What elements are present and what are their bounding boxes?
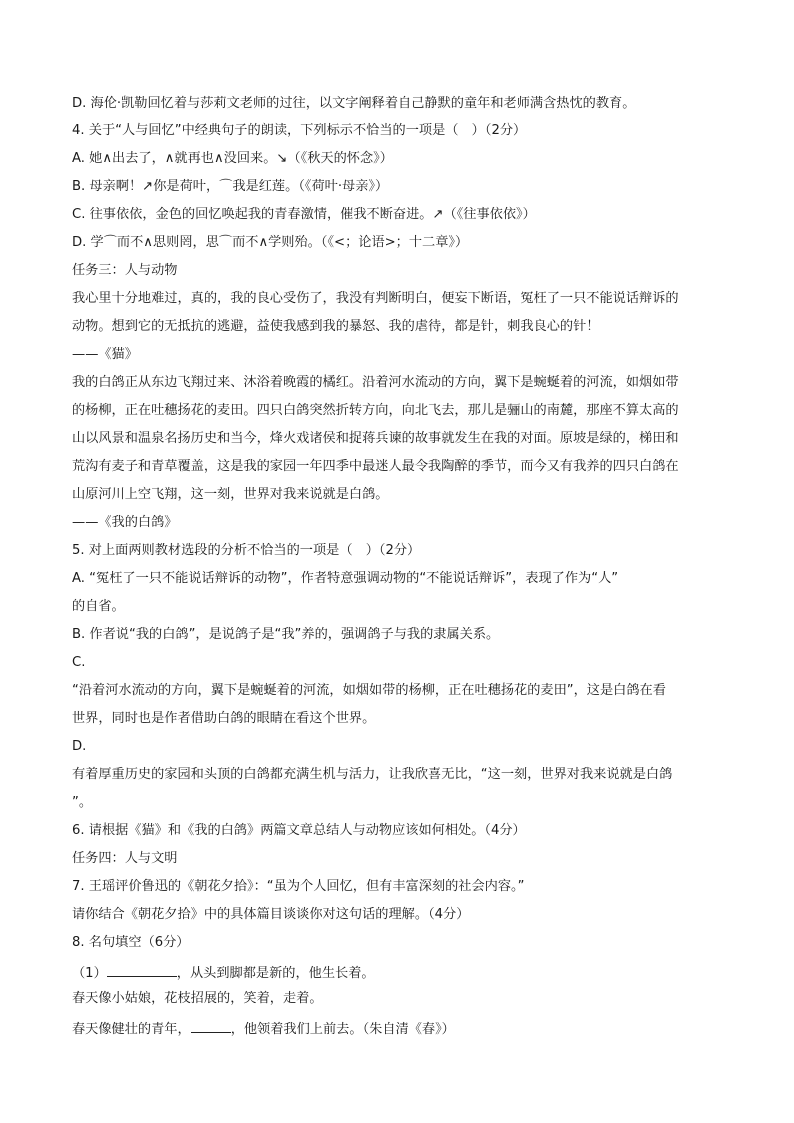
text-line: D. 海伦·凯勒回忆着与莎莉文老师的过往，以文字阐释着自己静默的童年和老师满含热忱的教育。 [72, 96, 636, 111]
passage-source: ——《我的白鸽》 [72, 515, 178, 530]
passage-line: 荒沟有麦子和青草覆盖，这是我的家园一年四季中最迷人最令我陶醉的季节，而今又有我养的四只白鸽在 [72, 459, 679, 474]
option-d: D. 学⌒而不∧思则罔，思⌒而不∧学则殆。（《<；论语>；十二章》） [72, 235, 469, 250]
fill-text: ，从头到脚都是新的，他生长着。 [176, 966, 375, 981]
passage-line: 我的白鸽正从东边飞翔过来、沐浴着晚霞的橘红。沿着河水流动的方向，翼下是蜿蜒着的河流，如烟如带 [72, 375, 679, 390]
fill-line-3 [72, 1018, 455, 1039]
fill-line-2: 春天像小姑娘，花枝招展的，笑着，走着。 [72, 991, 323, 1006]
option-b: B. 母亲啊！↗你是荷叶，⌒我是红莲。（《荷叶·母亲》） [72, 179, 389, 194]
answer-blank[interactable] [191, 1018, 231, 1033]
option-d-cont: ”。 [72, 795, 93, 810]
question-8: 8. 名句填空（6分） [72, 935, 190, 950]
question-7-cont: 请你结合《朝花夕拾》中的具体篇目谈谈你对这句话的理解。（4分） [72, 907, 470, 922]
question-4: 4. 关于“人与回忆”中经典句子的朗读，下列标示不恰当的一项是（ ）（2分） [72, 123, 527, 138]
answer-blank[interactable] [107, 962, 177, 977]
passage-line: 山原河川上空飞翔，这一刻，世界对我来说就是白鸽。 [72, 487, 389, 502]
option-a: A. 她∧出去了，∧就再也∧没回来。↘（《秋天的怀念》） [72, 151, 393, 166]
option-a-cont: 的自省。 [72, 599, 125, 614]
section-heading: 任务三：人与动物 [72, 263, 178, 278]
fill-text: 春天像健壮的青年， [72, 1022, 191, 1037]
question-7: 7. 王瑶评价鲁迅的《朝花夕拾》：“虽为个人回忆，但有丰富深刻的社会内容。” [72, 879, 525, 894]
passage-line: 动物。想到它的无抵抗的逃避，益使我感到我的暴怒、我的虐待，都是针，刺我良心的针！ [72, 319, 600, 334]
question-5: 5. 对上面两则教材选段的分析不恰当的一项是（ ）（2分） [72, 543, 421, 558]
passage-line: 我心里十分地难过，真的，我的良心受伤了，我没有判断明白，便妄下断语，冤枉了一只不能说话辩诉的 [72, 291, 679, 306]
fill-text: ，他领着我们上前去。（朱自清《春》） [230, 1022, 455, 1037]
passage-line: 的杨柳，正在吐穗扬花的麦田。四只白鸽突然折转方向，向北飞去，那儿是骊山的南麓，那座不算太高的 [72, 403, 679, 418]
option-d-label: D. [72, 739, 87, 754]
option-c-label: C. [72, 655, 86, 670]
section-heading: 任务四：人与文明 [72, 851, 178, 866]
passage-source: ——《猫》 [72, 347, 138, 362]
fill-line-1 [72, 962, 375, 983]
passage-line: 山以风景和温泉名扬历史和当今，烽火戏诸侯和捉蒋兵谏的故事就发生在我的对面。原坡是绿的，梯田和 [72, 431, 679, 446]
option-a: A. “冤枉了一只不能说话辩诉的动物”，作者特意强调动物的“不能说话辩诉”，表现了作为“人” [72, 571, 619, 586]
option-c: “沿着河水流动的方向，翼下是蜿蜒着的河流，如烟如带的杨柳，正在吐穗扬花的麦田”，这是白鸽在看 [72, 683, 666, 698]
question-6: 6. 请根据《猫》和《我的白鸽》两篇文章总结人与动物应该如何相处。（4分） [72, 823, 526, 838]
fill-number: （1） [72, 966, 107, 981]
option-b: B. 作者说“我的白鸽”，是说鸽子是“我”养的，强调鸽子与我的隶属关系。 [72, 627, 500, 642]
option-c-cont: 世界，同时也是作者借助白鸽的眼睛在看这个世界。 [72, 711, 376, 726]
option-d: 有着厚重历史的家园和头顶的白鸽都充满生机与活力，让我欣喜无比，“这一刻，世界对我来说就是白鸽 [72, 767, 673, 782]
option-c: C. 往事依依，金色的回忆唤起我的青春激情，催我不断奋进。↗（《往事依依》） [72, 207, 536, 222]
